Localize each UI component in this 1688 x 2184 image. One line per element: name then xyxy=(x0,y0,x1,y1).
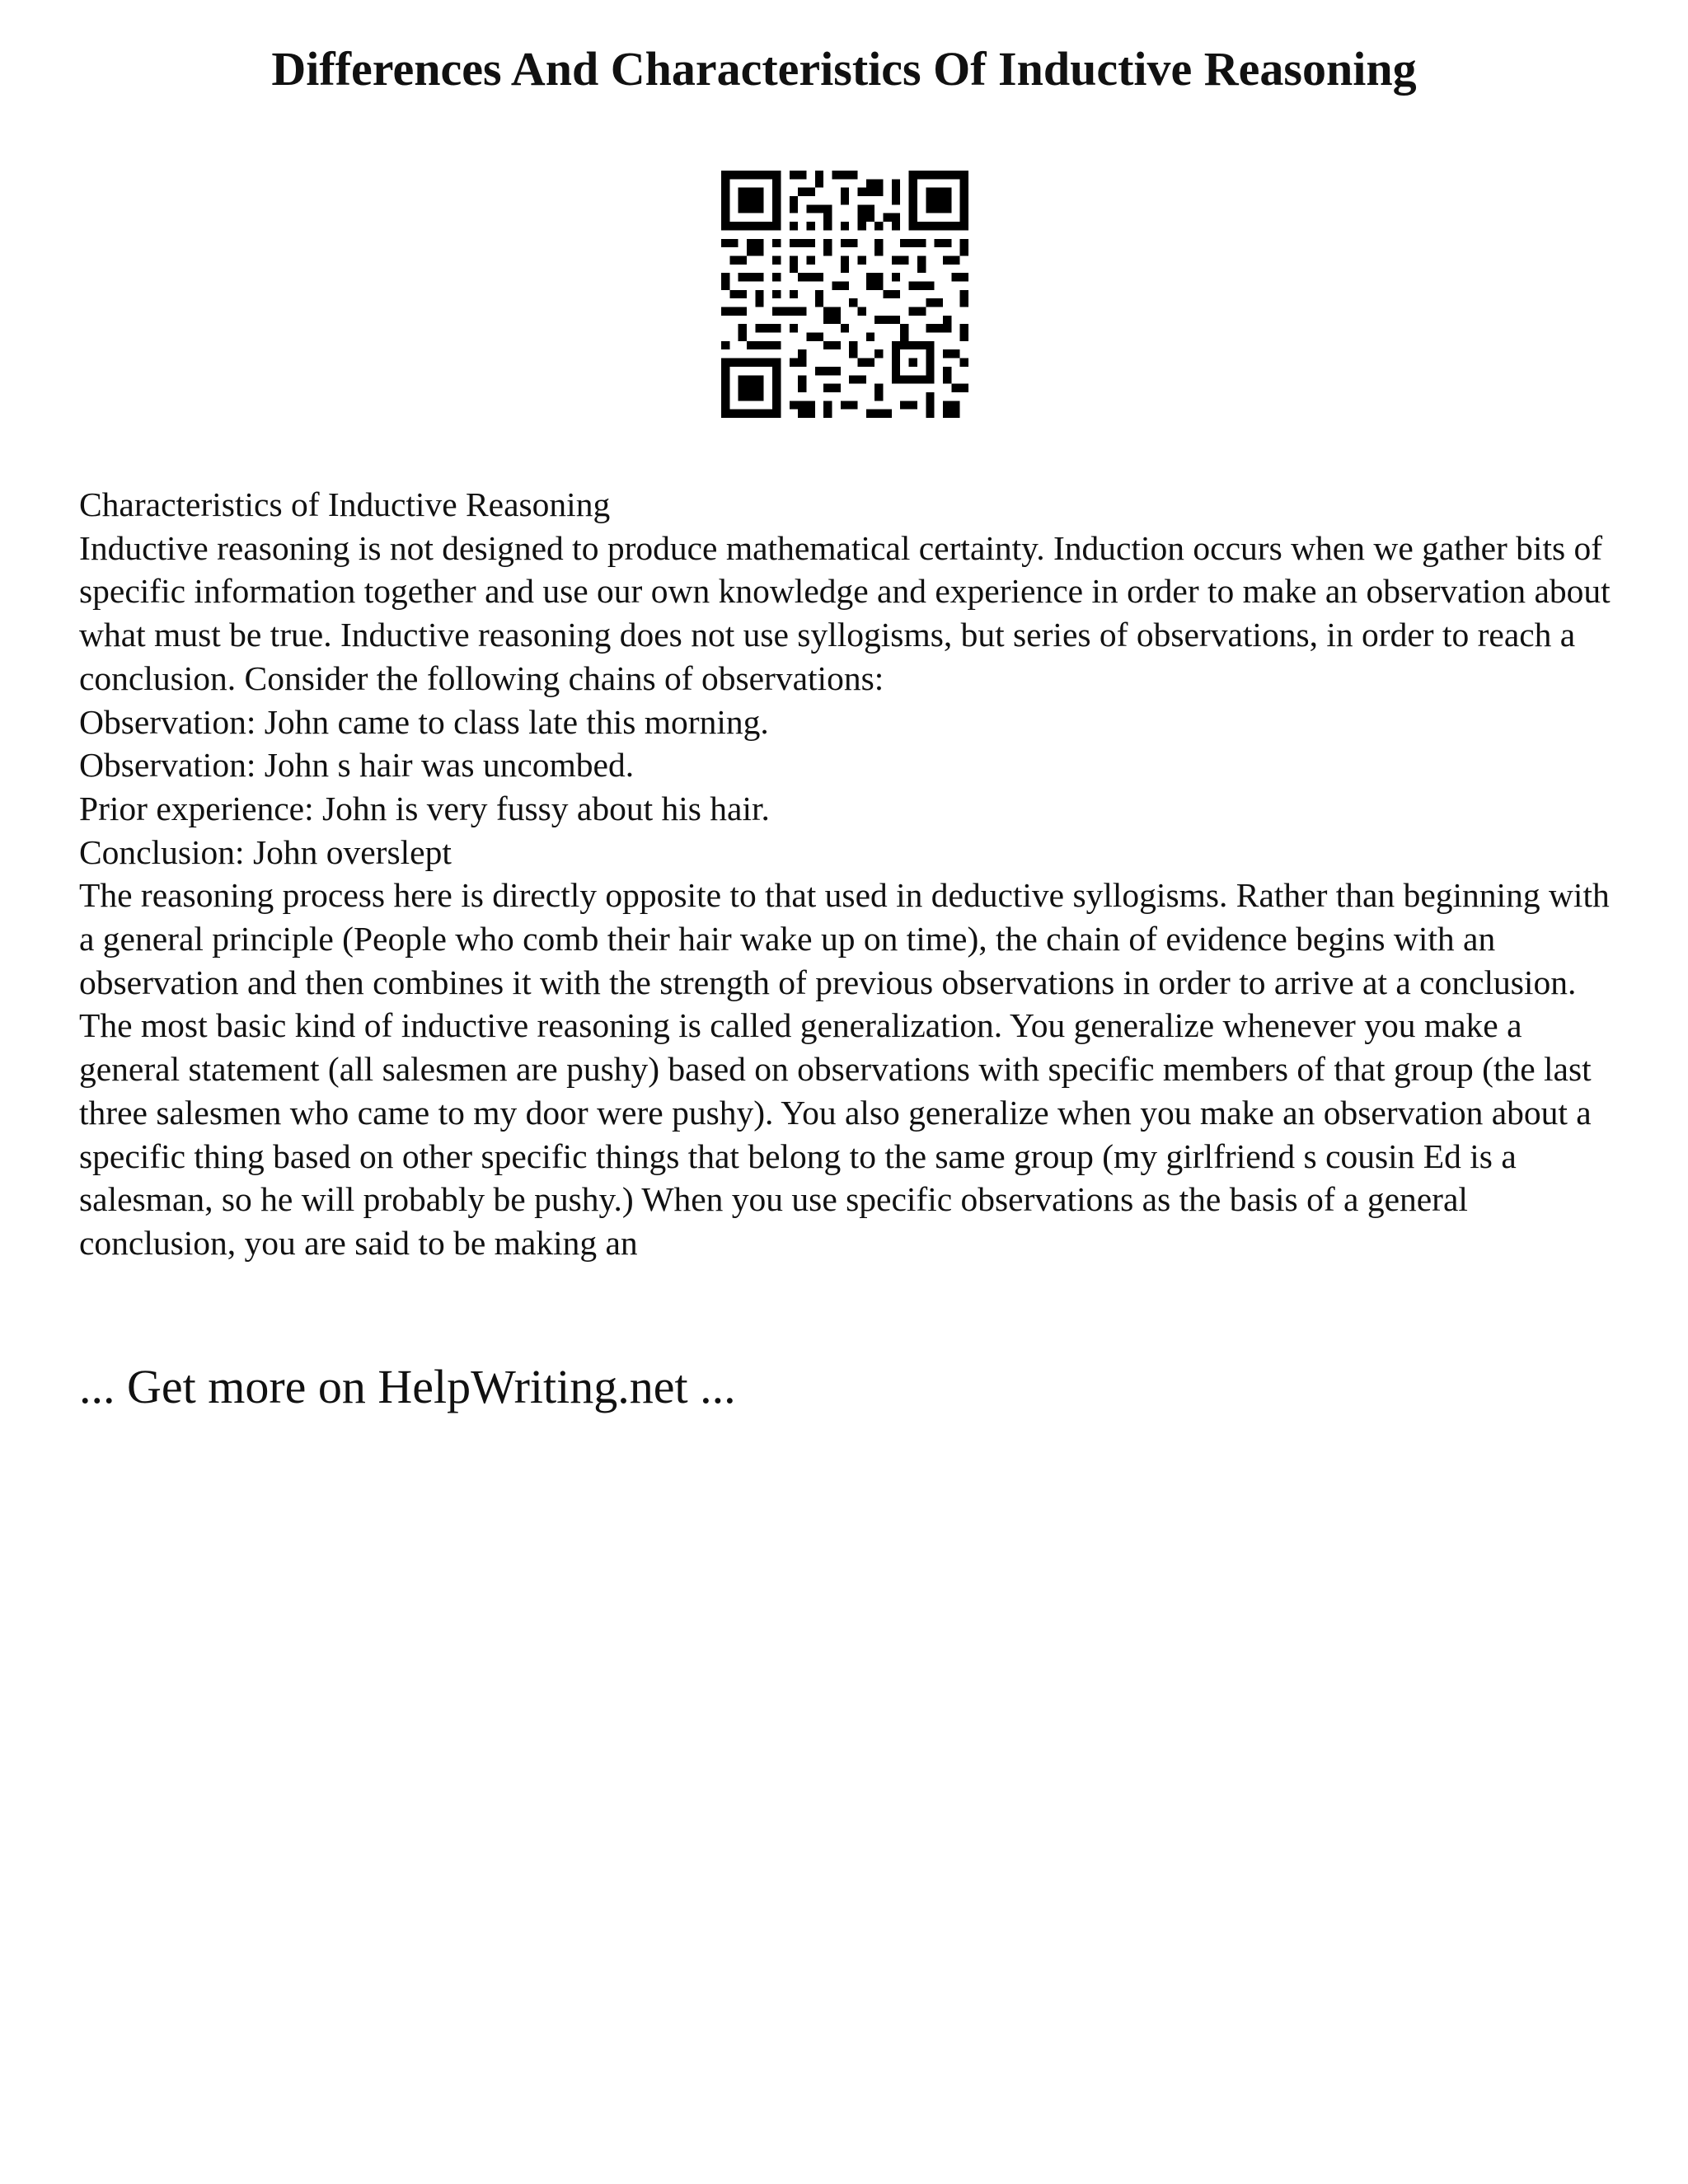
paragraph: Inductive reasoning is not designed to produce mathematical certainty. Induction occurs when we gather bits of specific information together and use our own knowledge and experience in order to make an observation about what must be true. Inductive reasoning does not use syllogisms, but series of observations, in order to reach a conclusion. Consider the following chains of observations: xyxy=(79,528,1611,697)
section-heading: Characteristics of Inductive Reasoning xyxy=(79,485,611,523)
conclusion-line: Conclusion: John overslept xyxy=(79,832,452,871)
paragraph: The most basic kind of inductive reasoning is called generalization. You generalize whenever you make a general statement (all salesmen are pushy) based on observations with specific members of that group (the last three salesmen who came to my door were pushy). You also generalize when you make an observation about a specific thing based on other specific things that belong to the same group (my girlfriend s cousin Ed is a salesman, so he will probably be pushy.) When you use specific observations as the basis of a general conclusion, you are said to be making an xyxy=(79,1006,1592,1262)
page-title: Differences And Characteristics Of Inductive Reasoning xyxy=(271,42,1417,96)
prior-experience-line: Prior experience: John is very fussy about his hair. xyxy=(79,789,770,827)
get-more-link[interactable]: ... Get more on HelpWriting.net ... xyxy=(79,1360,736,1413)
paragraph: The reasoning process here is directly opposite to that used in deductive syllogisms. Rather than beginning with a general principle (People who comb their hair wake up on time), the chain of evidence begins with an observation and then combines it with the strength of previous observations in order to arrive at a conclusion. xyxy=(79,876,1610,1001)
observation-line: Observation: John came to class late this morning. xyxy=(79,702,769,741)
observation-line: Observation: John s hair was uncombed. xyxy=(79,746,635,785)
article-body xyxy=(79,483,1629,1265)
qr-code-icon xyxy=(721,171,968,418)
